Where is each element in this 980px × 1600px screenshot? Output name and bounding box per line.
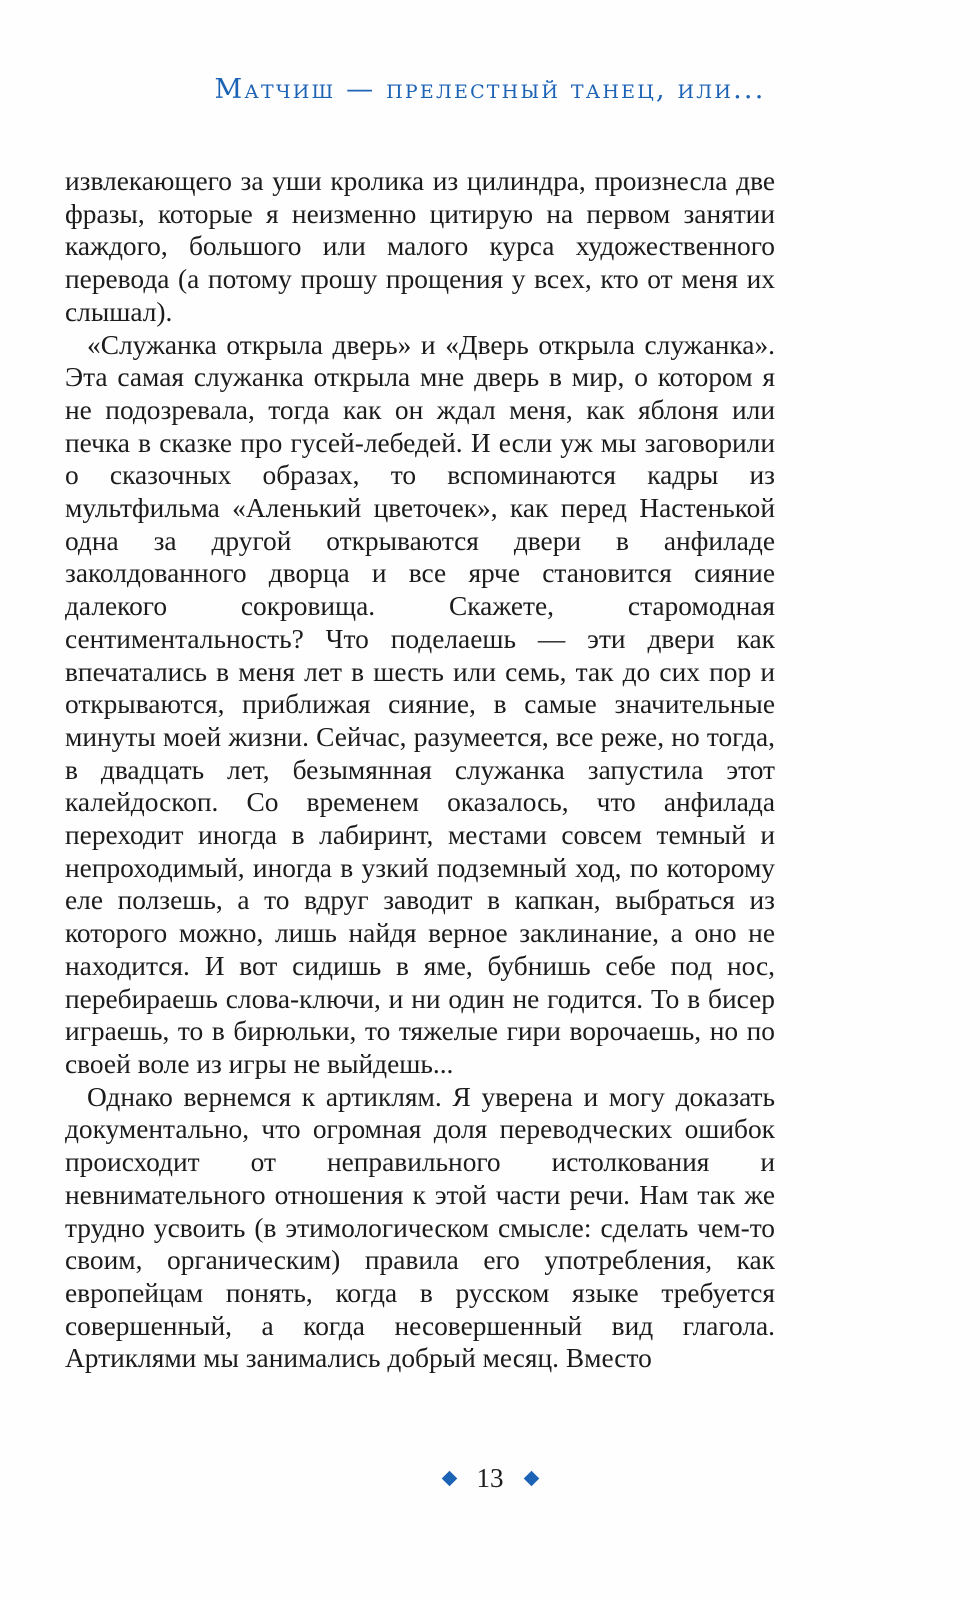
page-number: 13 — [476, 1463, 504, 1493]
paragraph-continued: извлекающего за уши кролика из цилиндра, произнесла две фразы, которые я неизменно цитирую на первом занятии каждого, большого или малого курса художественного перевода (а потому прошу прощения у всех, кто от меня их слышал). — [65, 166, 775, 327]
body-text — [65, 165, 775, 1375]
diamond-ornament-left-icon — [441, 1471, 457, 1487]
paragraph-servant: «Служанка открыла дверь» и «Дверь открыла служанка». Эта самая служанка открыла мне дверь в мир, о котором я не подозревала, тогда как он ждал меня, как яблоня или печка в сказке про гусей-лебедей. И если уж мы заговорили о сказочных образах, то вспоминаются кадры из мультфильма «Аленький цветочек», как перед Настенькой одна за другой открываются двери в анфиладе заколдованного дворца и все ярче становится сияние далекого сокровища. Скажете, старомодная сентиментальность? Что поделаешь — эти двери как впечатались в меня лет в шесть или семь, так до сих пор и открываются, приближая сияние, в самые значительные минуты моей жизни. Сейчас, разумеется, все реже, но тогда, в двадцать лет, безымянная служанка запустила этот калейдоскоп. Со временем оказалось, что анфилада переходит иногда в лабиринт, местами совсем темный и непроходимый, иногда в узкий подземный ход, по которому еле ползешь, а то вдруг заводит в капкан, выбраться из которого можно, лишь найдя верное заклинание, а оно не находится. И вот сидишь в яме, бубнишь себе под нос, перебираешь слова-ключи, и ни один не годится. То в бисер играешь, то в бирюльки, то тяжелые гири ворочаешь, но по своей воле из игры не выйдешь... — [65, 329, 775, 1079]
diamond-ornament-right-icon — [523, 1471, 539, 1487]
running-head: Матчиш — прелестный танец, или... — [214, 74, 766, 105]
paragraph-articles: Однако вернемся к артиклям. Я уверена и могу доказать документально, что огромная доля переводческих ошибок происходит от неправильного истолкования и невнимательного отношения к этой части речи. Нам так же трудно усвоить (в этимологическом смысле: сделать чем-то своим, органическим) правила его употребления, как европейцам понять, когда в русском языке требуется совершенный, а когда несовершенный вид глагола. Артиклями мы занимались добрый месяц. Вместо — [65, 1081, 775, 1374]
page-footer — [0, 1463, 980, 1494]
